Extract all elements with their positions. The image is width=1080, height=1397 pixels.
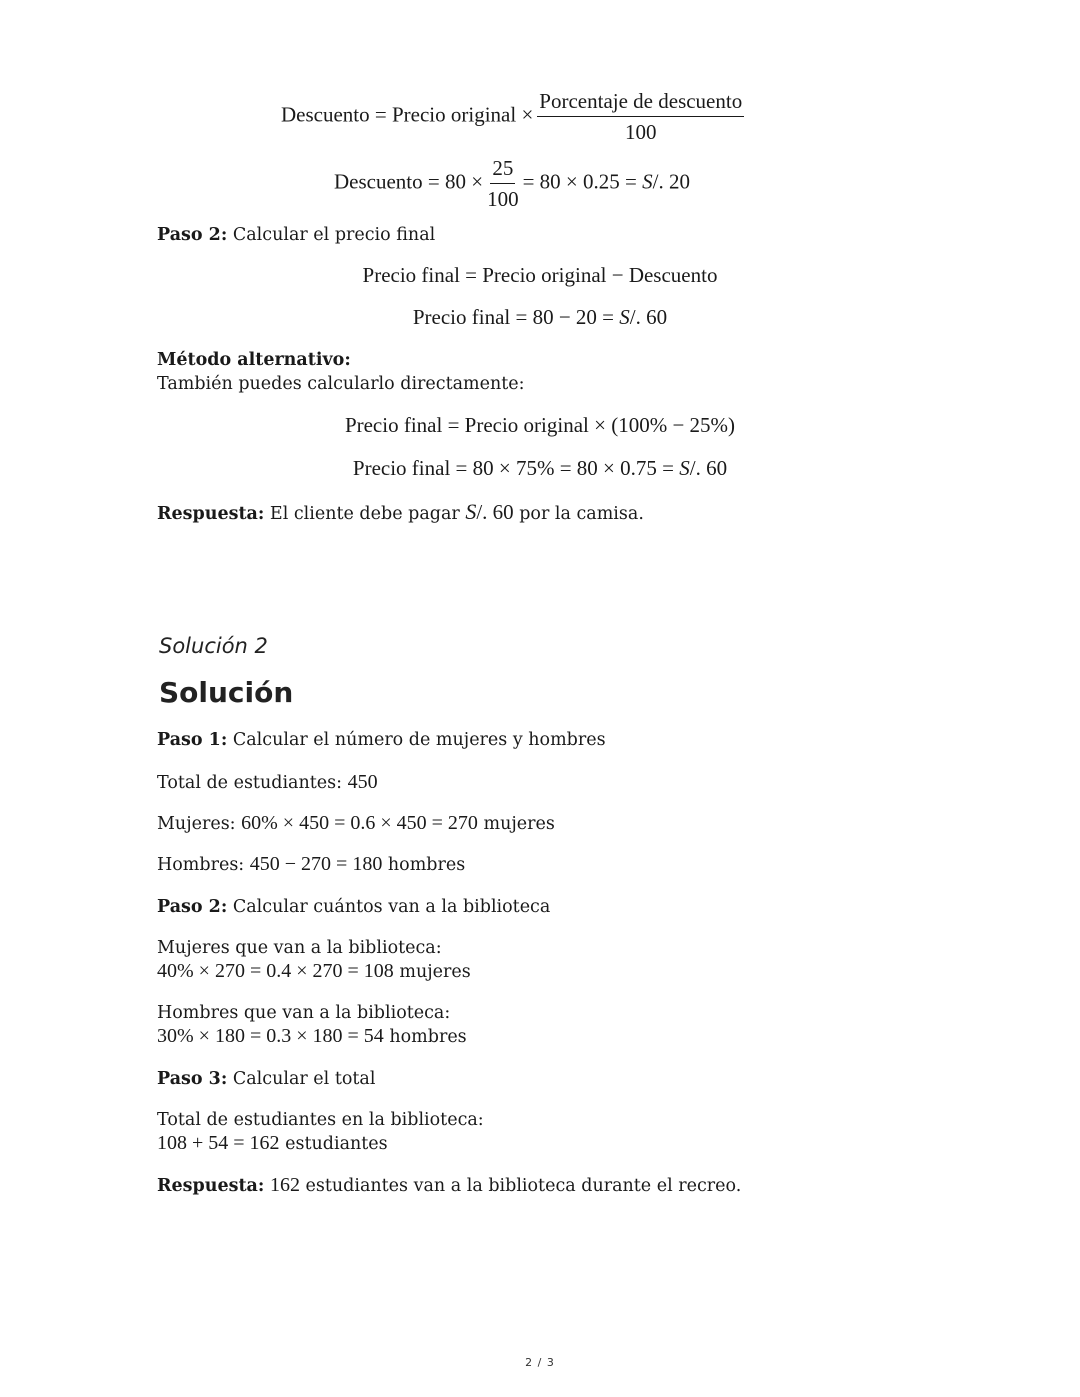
total-library-math: 108 + 54 = 162 xyxy=(157,1132,280,1154)
alt-method-text: También puedes calcularlo directamente: xyxy=(157,374,525,394)
answer-1 xyxy=(157,500,644,526)
men-library-label: Hombres que van a la biblioteca: xyxy=(157,1003,451,1023)
answer-text: estudiantes van a la biblioteca durante el recreo. xyxy=(299,1176,742,1196)
step-heading xyxy=(157,223,435,247)
men-library-calc xyxy=(157,1024,467,1049)
step-heading xyxy=(157,728,606,752)
answer-value: 162 xyxy=(269,1174,300,1196)
equation-text: Precio final = Precio original × (100% − 25%) xyxy=(344,413,736,437)
currency-symbol: S xyxy=(642,169,653,194)
step-text: Calcular cuántos van a la biblioteca xyxy=(227,897,551,917)
men-label: Hombres: xyxy=(157,855,250,875)
answer-label: Respuesta: xyxy=(157,1176,265,1196)
women-label: Mujeres: xyxy=(157,814,242,834)
step-text: Calcular el precio final xyxy=(227,225,436,245)
solution-title: Solución xyxy=(159,676,294,709)
step-label: Paso 1: xyxy=(157,730,228,750)
women-library-calc xyxy=(157,959,471,984)
equation-result: /. 20 xyxy=(652,169,690,194)
women-count xyxy=(157,811,555,836)
equation-result: /. 60 xyxy=(629,305,668,329)
step-text: Calcular el número de mujeres y hombres xyxy=(227,730,606,750)
women-library-label: Mujeres que van a la biblioteca: xyxy=(157,938,442,958)
total-library-calc xyxy=(157,1131,388,1156)
total-value: 450 xyxy=(347,771,378,793)
fraction xyxy=(487,155,519,212)
equation-alt-formula xyxy=(0,413,1080,438)
men-library-unit: hombres xyxy=(383,1027,467,1047)
solution-number-heading: Solución 2 xyxy=(159,634,268,658)
equation-final-price-formula xyxy=(0,263,1080,288)
equation-rhs: = 80 × 0.25 = xyxy=(522,169,643,194)
equation-discount-formula xyxy=(281,88,748,145)
step-heading xyxy=(157,895,550,919)
answer-text: por la camisa. xyxy=(513,504,644,524)
women-math: 60% × 450 = 0.6 × 450 = 270 xyxy=(241,812,478,834)
women-library-math: 40% × 270 = 0.4 × 270 = 108 xyxy=(157,960,394,982)
total-label: Total de estudiantes: xyxy=(157,773,348,793)
total-library-label: Total de estudiantes en la biblioteca: xyxy=(157,1110,484,1130)
answer-value: /. 60 xyxy=(476,500,514,524)
equation-lhs: Descuento = 80 × xyxy=(334,169,484,194)
total-library-unit: estudiantes xyxy=(279,1134,388,1154)
answer-text: El cliente debe pagar xyxy=(264,504,466,524)
total-students xyxy=(157,770,378,795)
equation-text: Precio final = 80 × 75% = 80 × 0.75 = xyxy=(352,456,680,480)
fraction-numerator: Porcentaje de descuento xyxy=(537,88,744,117)
equation-alt-calc xyxy=(0,456,1080,481)
fraction-numerator: 25 xyxy=(490,155,515,184)
women-unit: mujeres xyxy=(477,814,555,834)
men-unit: hombres xyxy=(382,855,466,875)
equation-final-price-calc xyxy=(0,305,1080,330)
men-library-math: 30% × 180 = 0.3 × 180 = 54 xyxy=(157,1025,384,1047)
step-text: Calcular el total xyxy=(227,1069,376,1089)
step-heading xyxy=(157,1067,375,1091)
equation-discount-calc xyxy=(334,155,690,212)
step-label: Paso 3: xyxy=(157,1069,228,1089)
alt-method-label: Método alternativo: xyxy=(157,350,351,370)
currency-symbol: S xyxy=(465,499,477,524)
men-math: 450 − 270 = 180 xyxy=(249,853,383,875)
fraction xyxy=(537,88,744,145)
equation-text: Precio final = 80 − 20 = xyxy=(412,305,620,329)
fraction-denominator: 100 xyxy=(625,120,657,144)
answer-2 xyxy=(157,1173,741,1198)
women-library-unit: mujeres xyxy=(393,962,471,982)
fraction-denominator: 100 xyxy=(487,187,519,211)
alt-method-heading xyxy=(157,348,351,372)
equation-result: /. 60 xyxy=(689,456,728,480)
page-number: 2 / 3 xyxy=(525,1356,555,1369)
step-label: Paso 2: xyxy=(157,225,228,245)
step-label: Paso 2: xyxy=(157,897,228,917)
equation-lhs: Descuento = Precio original × xyxy=(281,102,534,127)
men-count xyxy=(157,852,465,877)
currency-symbol: S xyxy=(679,456,690,480)
equation-text: Precio final = Precio original − Descuento xyxy=(362,263,718,287)
answer-label: Respuesta: xyxy=(157,504,265,524)
currency-symbol: S xyxy=(619,305,630,329)
